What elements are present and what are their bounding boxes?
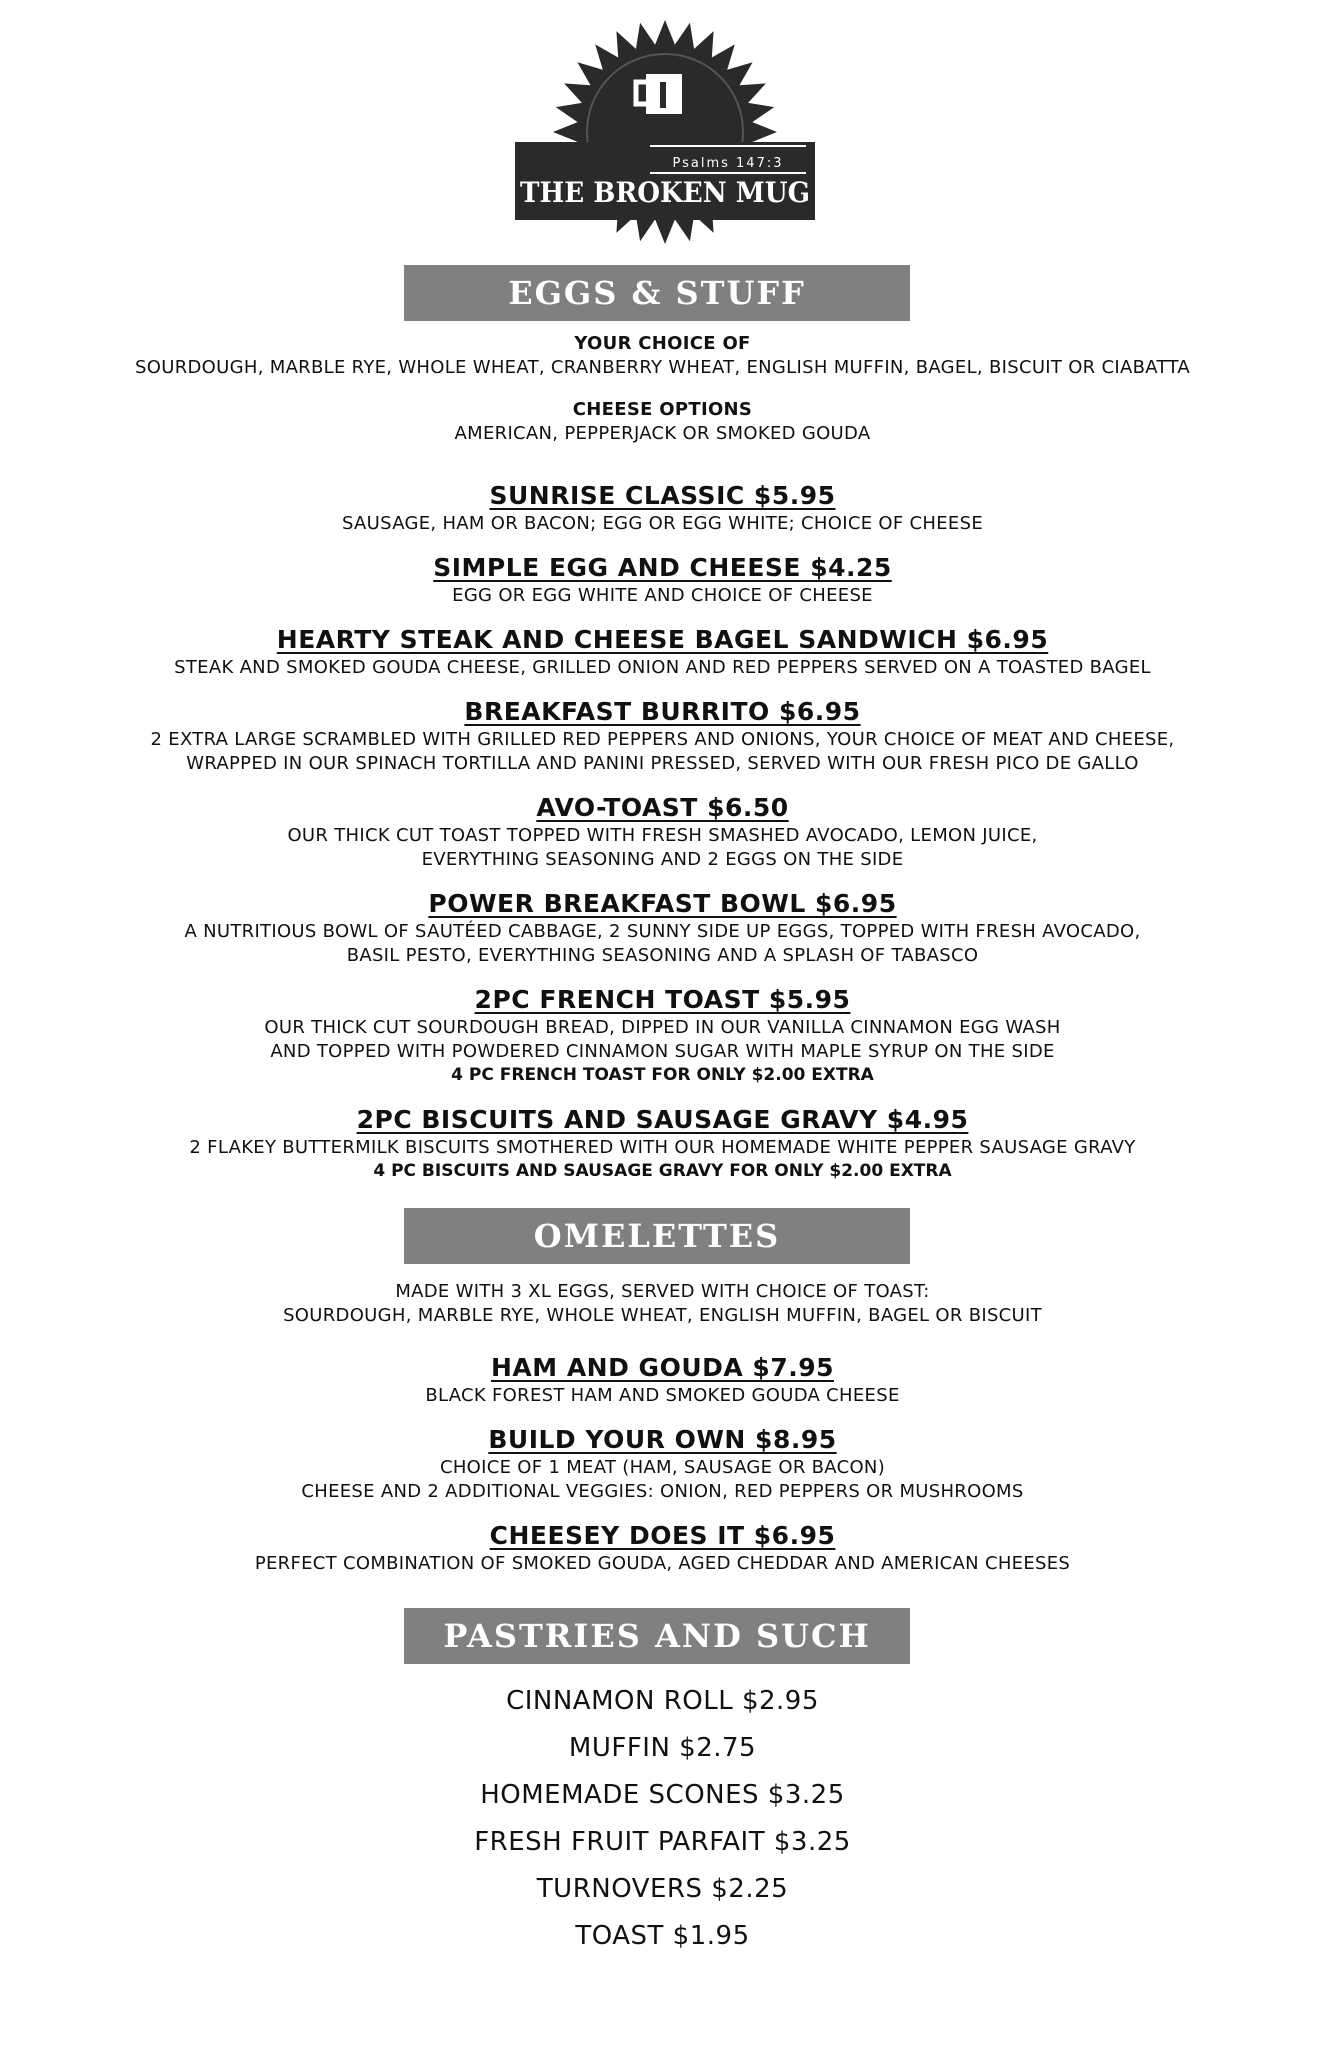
section-banner-pastries: PASTRIES AND SUCH [404,1608,910,1664]
item-title: BUILD YOUR OWN $8.95 [488,1425,837,1454]
menu-item [0,984,1325,1086]
bread-options-block [0,332,1325,380]
item-title: HEARTY STEAK AND CHEESE BAGEL SANDWICH $6.95 [276,625,1049,654]
item-title: 2PC BISCUITS AND SAUSAGE GRAVY $4.95 [356,1105,969,1134]
item-desc: 2 FLAKEY BUTTERMILK BISCUITS SMOTHERED WITH OUR HOMEMADE WHITE PEPPER SAUSAGE GRAVY [189,1137,1136,1158]
pastry-item: FRESH FRUIT PARFAIT $3.25 [474,1827,851,1857]
item-desc: STEAK AND SMOKED GOUDA CHEESE, GRILLED ONION AND RED PEPPERS SERVED ON A TOASTED BAGEL [174,657,1151,678]
item-desc: CHOICE OF 1 MEAT (HAM, SAUSAGE OR BACON) [439,1457,886,1478]
item-desc: OUR THICK CUT SOURDOUGH BREAD, DIPPED IN OUR VANILLA CINNAMON EGG WASH [264,1017,1061,1038]
logo-verse: Psalms 147:3 [672,156,784,171]
intro-line: SOURDOUGH, MARBLE RYE, WHOLE WHEAT, ENGLISH MUFFIN, BAGEL OR BISCUIT [283,1305,1042,1326]
item-title: CHEESEY DOES IT $6.95 [489,1521,836,1550]
cheese-options-block [0,398,1325,446]
item-desc: 2 EXTRA LARGE SCRAMBLED WITH GRILLED RED PEPPERS AND ONIONS, YOUR CHOICE OF MEAT AND CHEESE, [150,729,1175,750]
menu-item [0,1424,1325,1504]
item-note: 4 PC BISCUITS AND SAUSAGE GRAVY FOR ONLY $2.00 EXTRA [373,1161,952,1181]
item-note: 4 PC FRENCH TOAST FOR ONLY $2.00 EXTRA [451,1065,874,1085]
item-desc: SAUSAGE, HAM OR BACON; EGG OR EGG WHITE; CHOICE OF CHEESE [341,513,983,534]
item-desc: AND TOPPED WITH POWDERED CINNAMON SUGAR WITH MAPLE SYRUP ON THE SIDE [270,1041,1055,1062]
bread-options: SOURDOUGH, MARBLE RYE, WHOLE WHEAT, CRANBERRY WHEAT, ENGLISH MUFFIN, BAGEL, BISCUIT OR CIABATTA [135,357,1190,378]
item-desc: PERFECT COMBINATION OF SMOKED GOUDA, AGED CHEDDAR AND AMERICAN CHEESES [254,1553,1071,1574]
menu-item [0,1520,1325,1576]
pastry-item: TURNOVERS $2.25 [536,1874,789,1904]
menu-item [0,624,1325,680]
pastry-item: HOMEMADE SCONES $3.25 [480,1780,845,1810]
section-banner-omelettes: OMELETTES [404,1208,910,1264]
item-title: SUNRISE CLASSIC $5.95 [489,481,836,510]
intro-line: MADE WITH 3 XL EGGS, SERVED WITH CHOICE OF TOAST: [395,1281,930,1302]
menu-item [0,792,1325,872]
menu-item [0,888,1325,968]
menu-item [0,552,1325,608]
item-desc: OUR THICK CUT TOAST TOPPED WITH FRESH SMASHED AVOCADO, LEMON JUICE, [287,825,1038,846]
logo [510,12,820,262]
item-desc: CHEESE AND 2 ADDITIONAL VEGGIES: ONION, RED PEPPERS OR MUSHROOMS [301,1481,1024,1502]
item-title: 2PC FRENCH TOAST $5.95 [474,985,851,1014]
menu-item [0,480,1325,536]
menu-item [0,1352,1325,1408]
item-title: SIMPLE EGG AND CHEESE $4.25 [433,553,892,582]
section-banner-eggs: EGGS & STUFF [404,265,910,321]
item-title: HAM AND GOUDA $7.95 [490,1353,835,1382]
logo-name: THE BROKEN MUG [520,176,810,209]
logo-badge [510,12,820,262]
item-title: POWER BREAKFAST BOWL $6.95 [428,889,897,918]
bread-heading: YOUR CHOICE OF [574,333,751,354]
cheese-heading: CHEESE OPTIONS [572,399,753,420]
omelettes-intro [0,1280,1325,1328]
item-title: BREAKFAST BURRITO $6.95 [464,697,861,726]
item-desc: BASIL PESTO, EVERYTHING SEASONING AND A SPLASH OF TABASCO [346,945,979,966]
pastry-item: MUFFIN $2.75 [568,1733,757,1763]
pastries-list [0,1678,1325,1960]
pastry-item: CINNAMON ROLL $2.95 [506,1686,819,1716]
item-desc: A NUTRITIOUS BOWL OF SAUTÉED CABBAGE, 2 SUNNY SIDE UP EGGS, TOPPED WITH FRESH AVOCADO, [184,921,1141,942]
cheese-options: AMERICAN, PEPPERJACK OR SMOKED GOUDA [454,423,871,444]
item-desc: EVERYTHING SEASONING AND 2 EGGS ON THE SIDE [421,849,904,870]
menu-item [0,1104,1325,1182]
item-desc: EGG OR EGG WHITE AND CHOICE OF CHEESE [452,585,873,606]
item-desc: BLACK FOREST HAM AND SMOKED GOUDA CHEESE [425,1385,900,1406]
item-desc: WRAPPED IN OUR SPINACH TORTILLA AND PANINI PRESSED, SERVED WITH OUR FRESH PICO DE GALLO [186,753,1139,774]
pastry-item: TOAST $1.95 [575,1921,750,1951]
menu-item [0,696,1325,776]
item-title: AVO-TOAST $6.50 [536,793,789,822]
